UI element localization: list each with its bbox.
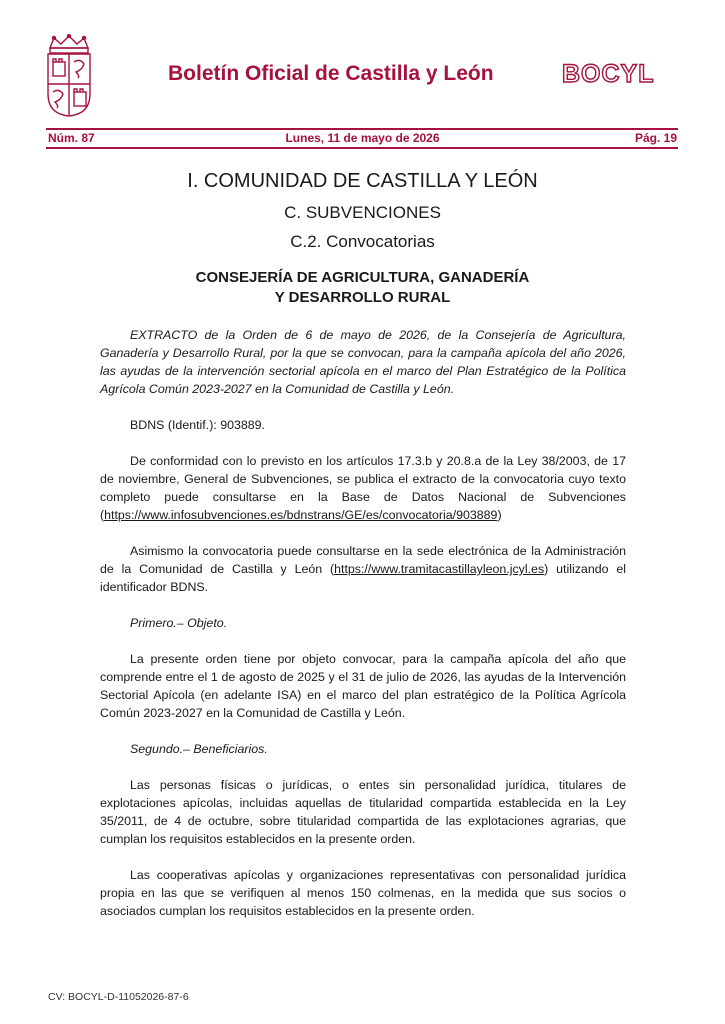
beneficiarios-paragraph-1: Las personas físicas o jurídicas, o entes sin personalidad jurídica, titulares de explotaciones apícolas, incluidas aquellas de titularidad compartida establecida en la Ley 35/2011, de 4 de octubre, sobre titularidad compartida de las explotaciones agrarias, que cumplan los requisitos establecidos en la presente orden. [100,778,626,846]
issue-number: Núm. 87 [48,131,95,145]
page-number: Pág. 19 [634,131,677,145]
bocyl-logo: BOCYL [562,60,655,88]
conformidad-text-end: ) [497,508,502,522]
heading-primero: Primero.– Objeto. [130,616,228,630]
header-top-rule [46,128,678,130]
conformidad-text: De conformidad con lo previsto en los artículos 17.3.b y 20.8.a de la Ley 38/2003, de 17 de noviembre, General de Subvenciones, se publica el extracto de la convocatoria cuyo texto completo puede consultarse en la Base de Datos Nacional de Subvenciones ( [100,454,626,522]
bdns-link[interactable]: https://www.infosubvenciones.es/bdnstrans/GE/es/convocatoria/903889 [104,508,498,522]
asimismo-text: Asimismo la convocatoria puede consultarse en la sede electrónica de la Administración de la Comunidad de Castilla y León ( [100,544,626,576]
asimismo-text-end: ) utilizando el identificador BDNS. [100,562,626,594]
cv-code: CV: BOCYL-D-11052026-87-6 [48,991,189,1003]
document-body [100,326,626,938]
section-level3: C.2. Convocatorias [290,232,435,251]
objeto-paragraph: La presente orden tiene por objeto convocar, para la campaña apícola del año que comprende entre el 1 de agosto de 2025 y el 31 de julio de 2026, las ayudas de la Intervención Sectorial Apícola (en adelante ISA) en el marco del plan estratégico de la Política Agrícola Común 2023-2027 en la Comunidad de Castilla y León. [100,652,626,720]
beneficiarios-paragraph-2: Las cooperativas apícolas y organizaciones representativas con personalidad jurídica propia en las que se verifiquen al menos 150 colmenas, en la medida que sus socios o asociados cumplan los requisitos establecidos en la presente orden. [100,868,626,918]
section-level1: I. COMUNIDAD DE CASTILLA Y LEÓN [187,170,538,192]
bulletin-title: Boletín Oficial de Castilla y León [168,62,494,85]
header-bottom-rule [46,147,678,149]
asimismo-paragraph [100,542,626,596]
department-line2: Y DESARROLLO RURAL [274,289,451,306]
issue-date: Lunes, 11 de mayo de 2026 [285,131,440,145]
bdns-identifier: BDNS (Identif.): 903889. [130,418,265,432]
department-heading [0,268,725,308]
conformidad-paragraph [100,452,626,524]
extract-paragraph: EXTRACTO de la Orden de 6 de mayo de 2026, de la Consejería de Agricultura, Ganadería y Desarrollo Rural, por la que se convocan, para la campaña apícola del año 2026, las ayudas de la intervención sectorial apícola en el marco del Plan Estratégico de la Política Agrícola Común 2023-2027 en la Comunidad de Castilla y León. [100,328,626,396]
sede-link[interactable]: https://www.tramitacastillayleon.jcyl.es [334,562,545,576]
department-line1: CONSEJERÍA DE AGRICULTURA, GANADERÍA [195,269,530,286]
coat-of-arms-icon [44,34,94,118]
heading-segundo: Segundo.– Beneficiarios. [130,742,268,756]
section-level2: C. SUBVENCIONES [284,203,441,222]
